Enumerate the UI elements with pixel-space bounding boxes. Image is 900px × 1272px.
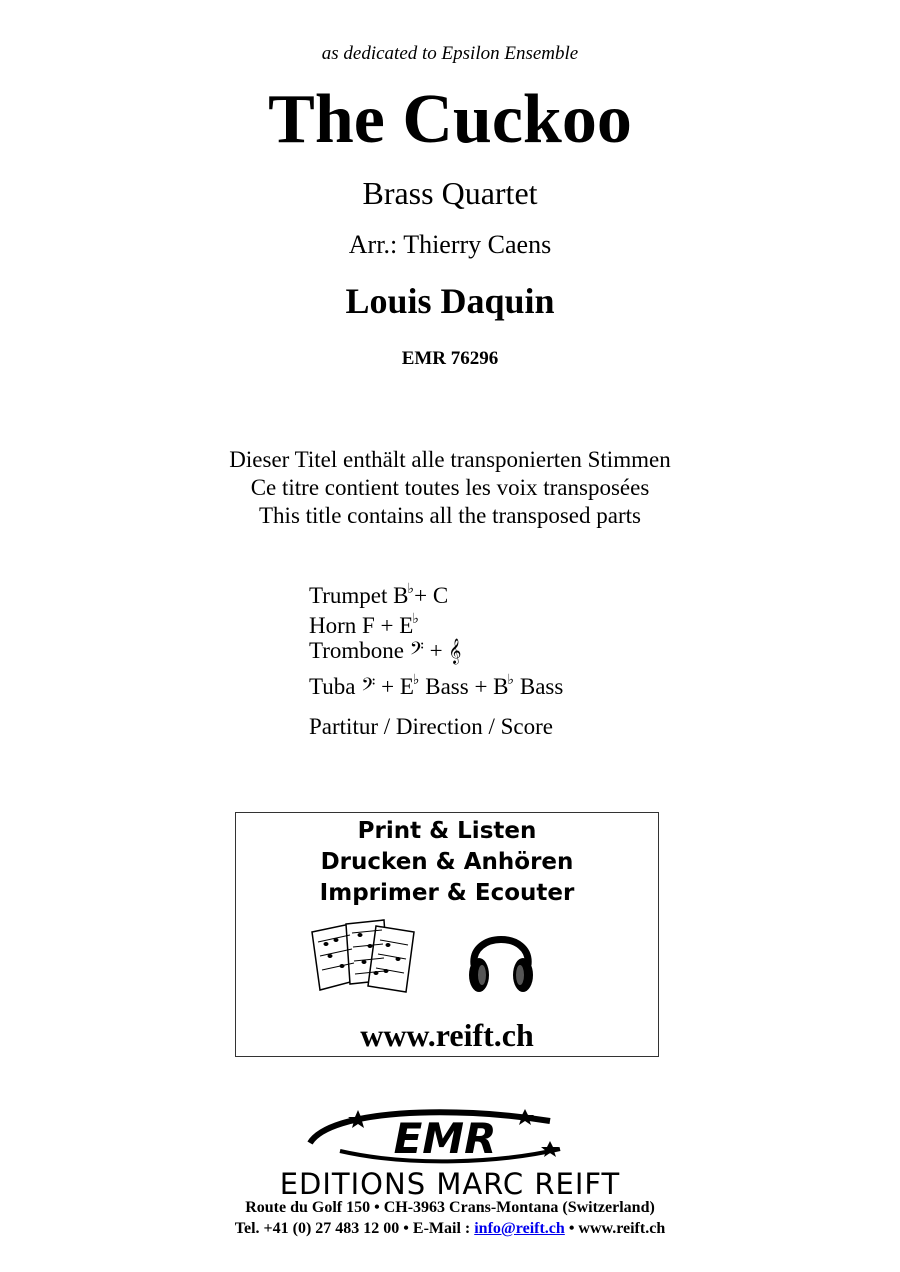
treble-clef-icon: 𝄞: [448, 639, 462, 664]
part-tuba: [309, 667, 563, 702]
part-trombone: [309, 637, 461, 666]
part-tuba-mid2: Bass + B: [425, 674, 509, 699]
flat-icon: ♭: [412, 612, 419, 627]
part-trumpet-name: Trumpet B: [309, 583, 409, 608]
contact-prefix: Tel. +41 (0) 27 483 12 00 • E-Mail :: [234, 1220, 475, 1237]
part-trombone-name: Trombone: [309, 638, 404, 663]
composer: Louis Daquin: [345, 281, 555, 321]
note-english: This title contains all the transposed parts: [259, 503, 641, 528]
contact-suffix[interactable]: • www.reift.ch: [564, 1220, 666, 1237]
catalog-number: EMR 76296: [401, 348, 499, 369]
bass-clef-icon: 𝄢: [409, 639, 424, 664]
flat-icon: ♭: [412, 673, 420, 688]
promo-line-french: Imprimer & Ecouter: [319, 880, 575, 906]
promo-line-english: Print & Listen: [357, 818, 537, 844]
part-trumpet: [309, 576, 448, 610]
headphones-icon: [466, 921, 536, 999]
part-horn: [309, 606, 419, 640]
note-german: Dieser Titel enthält alle transponierten Stimmen: [229, 447, 671, 472]
email-link[interactable]: info@reift.ch: [474, 1220, 565, 1237]
score-line: Partitur / Direction / Score: [309, 714, 553, 739]
publisher-contact: [0, 1220, 900, 1238]
part-tuba-end: Bass: [519, 674, 564, 699]
bass-clef-icon: 𝄢: [361, 675, 376, 700]
flat-icon: ♭: [507, 673, 515, 688]
page-title: The Cuckoo: [268, 81, 632, 158]
dedication: as dedicated to Epsilon Ensemble: [321, 43, 579, 64]
part-trombone-plus: +: [429, 638, 443, 663]
emr-logo: [300, 1105, 600, 1167]
publisher-name: EDITIONS MARC REIFT: [279, 1167, 621, 1201]
website-link[interactable]: www.reift.ch: [360, 1017, 534, 1053]
flat-icon: ♭: [407, 582, 415, 597]
promo-line-german: Drucken & Anhören: [320, 849, 574, 875]
note-french: Ce titre contient toutes les voix transposées: [250, 475, 650, 500]
emr-logo-text: EMR: [393, 1114, 497, 1163]
part-trumpet-rest: + C: [414, 583, 449, 608]
publisher-address: Route du Golf 150 • CH-3963 Crans-Montana (Switzerland): [245, 1199, 655, 1216]
part-horn-name: Horn F + E: [309, 613, 414, 638]
part-tuba-name: Tuba: [309, 674, 356, 699]
subtitle: Brass Quartet: [362, 175, 538, 211]
print-listen-box[interactable]: [235, 812, 659, 1057]
sheet-music-icon: [310, 918, 420, 998]
arranger: Arr.: Thierry Caens: [348, 230, 552, 259]
part-tuba-mid: + E: [381, 674, 414, 699]
